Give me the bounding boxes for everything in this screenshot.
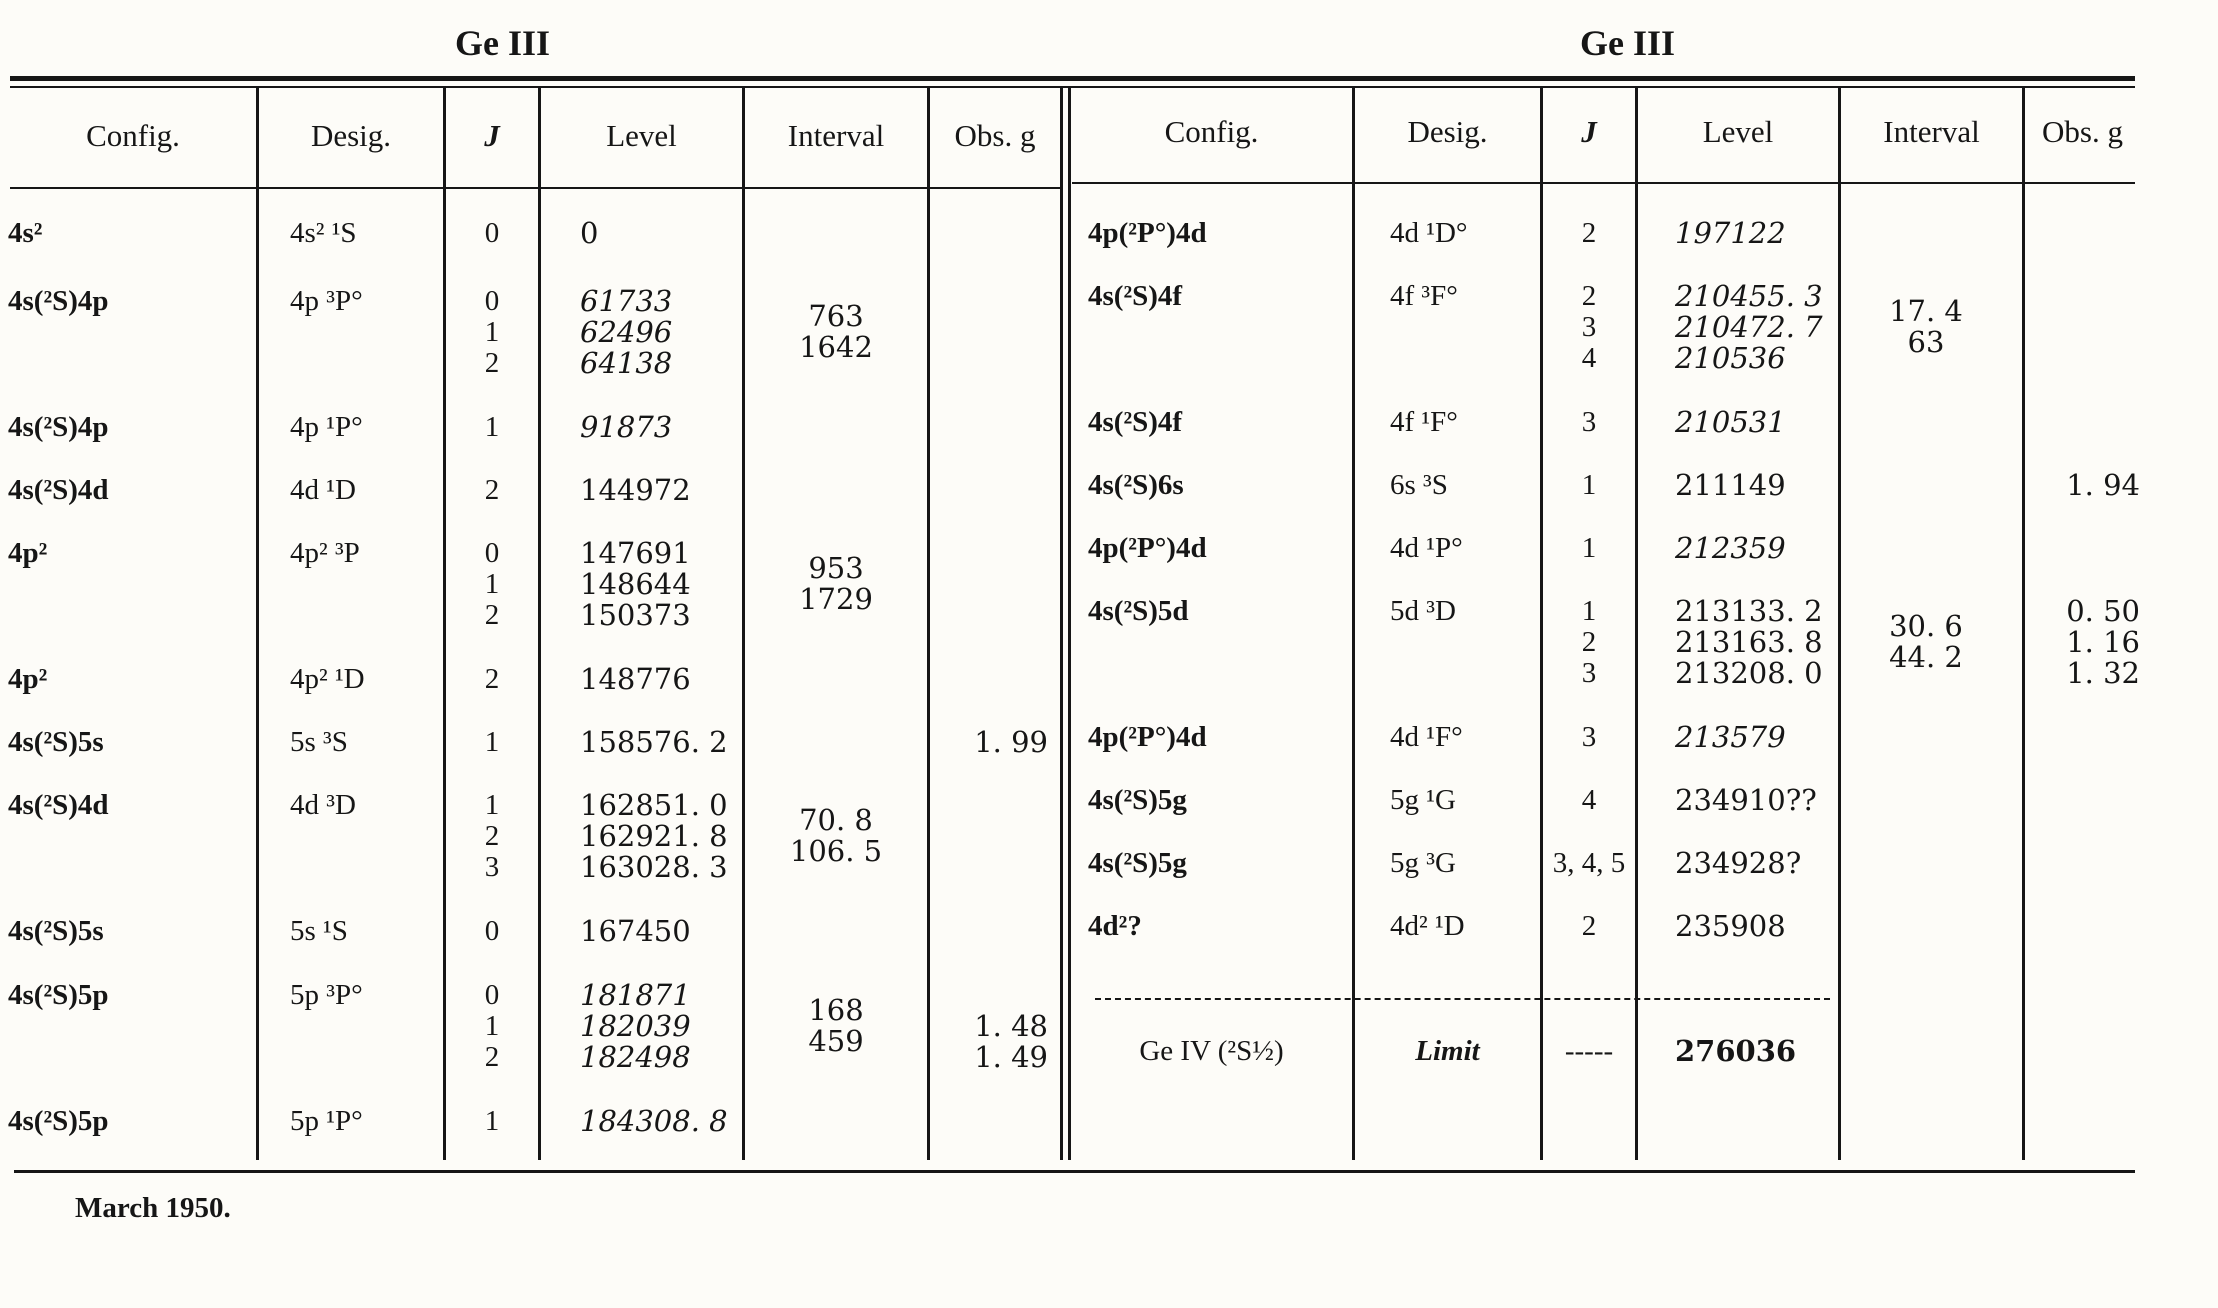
left-cell-j: 1 (484, 411, 500, 443)
footer-date: March 1950. (75, 1192, 231, 1224)
right-cell-interval: 17. 4 63 (1889, 294, 1963, 359)
left-cell-level: 91873 (580, 410, 673, 444)
header-rule-left (10, 187, 1060, 189)
left-cell-level: 61733 62496 64138 (580, 284, 673, 380)
limit-config: Ge IV (²S½) (1139, 1035, 1284, 1067)
left-cell-level: 147691 148644 150373 (580, 536, 691, 632)
left-cell-config: 4s² (8, 217, 43, 249)
left-cell-interval: 168 459 (808, 993, 864, 1058)
col-divider (538, 88, 541, 1160)
right-cell-level: 235908 (1675, 909, 1786, 943)
page-title-left: Ge III (455, 23, 551, 63)
right-cell-config: 4s(²S)4f (1088, 406, 1183, 438)
right-cell-j: 3 (1581, 721, 1597, 753)
header-obs-g: Obs. g (954, 118, 1036, 153)
left-cell-config: 4s(²S)4d (8, 474, 109, 506)
left-cell-level: 158576. 2 (580, 725, 728, 759)
right-cell-level: 234910?? (1675, 783, 1817, 817)
left-cell-j: 0 1 2 (484, 979, 500, 1073)
right-cell-desig: 6s ³S (1390, 469, 1448, 501)
right-cell-desig: 4d ¹P° (1390, 532, 1463, 564)
right-cell-level: 211149 (1675, 468, 1786, 502)
table-center-divider (1068, 88, 1071, 1160)
left-cell-config: 4s(²S)5s (8, 915, 104, 947)
left-cell-j: 0 (484, 217, 500, 249)
header-config: Config. (86, 118, 180, 153)
header-level: Level (606, 118, 677, 153)
col-divider (927, 88, 930, 1160)
left-cell-interval: 763 1642 (799, 299, 873, 364)
right-cell-desig: 5g ³G (1390, 847, 1456, 879)
left-cell-j: 2 (484, 663, 500, 695)
header-obs-g: Obs. g (2042, 114, 2123, 149)
right-cell-j: 4 (1581, 784, 1597, 816)
right-cell-config: 4s(²S)4f (1088, 280, 1183, 312)
right-cell-config: 4s(²S)5g (1088, 847, 1187, 879)
right-cell-level: 234928? (1675, 846, 1802, 880)
right-cell-desig: 5d ³D (1390, 595, 1456, 627)
right-cell-j: 2 3 4 (1581, 280, 1597, 374)
left-cell-j: 2 (484, 474, 500, 506)
right-cell-config: 4s(²S)6s (1088, 469, 1184, 501)
left-cell-desig: 4s² ¹S (290, 217, 357, 249)
right-cell-level: 210455. 3 210472. 7 210536 (1675, 279, 1823, 375)
left-cell-level: 144972 (580, 473, 691, 507)
left-cell-level: 181871 182039 182498 (580, 978, 691, 1074)
left-cell-config: 4p² (8, 537, 48, 569)
left-cell-j: 0 1 2 (484, 285, 500, 379)
left-cell-g: 1. 99 (974, 725, 1048, 759)
header-config: Config. (1164, 114, 1259, 149)
header-desig: Desig. (310, 118, 392, 153)
left-cell-config: 4s(²S)5s (8, 726, 104, 758)
top-rule-thick (10, 76, 2135, 81)
right-cell-j: 1 (1581, 469, 1597, 501)
right-cell-j: 2 (1581, 910, 1597, 942)
left-cell-j: 1 (484, 726, 500, 758)
col-divider (256, 88, 259, 1160)
right-cell-j: 2 (1581, 217, 1597, 249)
table-center-divider (1060, 88, 1063, 1160)
header-rule-right (1072, 182, 2135, 184)
left-cell-level: 162851. 0 162921. 8 163028. 3 (580, 788, 728, 884)
left-cell-interval: 953 1729 (799, 551, 873, 616)
right-cell-level: 212359 (1675, 531, 1786, 565)
right-cell-desig: 5g ¹G (1390, 784, 1456, 816)
left-cell-config: 4s(²S)5p (8, 1105, 109, 1137)
right-cell-desig: 4f ³F° (1390, 280, 1458, 312)
left-cell-config: 4s(²S)4d (8, 789, 109, 821)
left-cell-desig: 4p ³P° (290, 285, 363, 317)
header-j: J (484, 118, 500, 153)
left-cell-interval: 70. 8 106. 5 (789, 803, 883, 868)
right-cell-config: 4d²? (1088, 910, 1142, 942)
right-cell-level: 197122 (1675, 216, 1786, 250)
left-cell-level: 0 (580, 216, 599, 250)
right-cell-config: 4p(²P°)4d (1088, 217, 1207, 249)
right-cell-j: 1 (1581, 532, 1597, 564)
left-cell-desig: 5s ¹S (290, 915, 348, 947)
left-cell-desig: 5s ³S (290, 726, 348, 758)
left-cell-desig: 4d ³D (290, 789, 356, 821)
right-cell-desig: 4d ¹D° (1390, 217, 1468, 249)
right-cell-g: 0. 50 1. 16 1. 32 (2066, 594, 2140, 690)
left-cell-level: 148776 (580, 662, 691, 696)
left-cell-desig: 4p² ¹D (290, 663, 365, 695)
right-cell-desig: 4f ¹F° (1390, 406, 1458, 438)
left-cell-desig: 4d ¹D (290, 474, 356, 506)
left-cell-desig: 5p ³P° (290, 979, 363, 1011)
left-cell-j: 1 2 3 (484, 789, 500, 883)
right-cell-config: 4s(²S)5g (1088, 784, 1187, 816)
left-cell-config: 4s(²S)4p (8, 285, 109, 317)
right-cell-j: 3, 4, 5 (1552, 847, 1626, 879)
right-cell-desig: 4d² ¹D (1390, 910, 1465, 942)
left-cell-j: 1 (484, 1105, 500, 1137)
right-cell-config: 4p(²P°)4d (1088, 721, 1207, 753)
left-cell-g: 1. 48 1. 49 (974, 1009, 1048, 1074)
right-cell-config: 4p(²P°)4d (1088, 532, 1207, 564)
left-cell-j: 0 1 2 (484, 537, 500, 631)
right-cell-j: 3 (1581, 406, 1597, 438)
right-cell-interval: 30. 6 44. 2 (1889, 609, 1963, 674)
limit-desig: Limit (1415, 1035, 1480, 1067)
bottom-rule (14, 1170, 2135, 1173)
right-cell-g: 1. 94 (2066, 468, 2140, 502)
left-cell-level: 167450 (580, 914, 691, 948)
left-cell-desig: 5p ¹P° (290, 1105, 363, 1137)
left-cell-j: 0 (484, 915, 500, 947)
right-cell-j: 1 2 3 (1581, 595, 1597, 689)
page-title-right: Ge III (1580, 23, 1676, 63)
left-cell-level: 184308. 8 (580, 1104, 728, 1138)
header-desig: Desig. (1407, 114, 1488, 149)
right-cell-level: 210531 (1675, 405, 1786, 439)
left-cell-config: 4s(²S)4p (8, 411, 109, 443)
header-interval: Interval (787, 118, 885, 153)
header-j: J (1581, 114, 1597, 149)
limit-level: 276036 (1675, 1034, 1797, 1068)
header-interval: Interval (1883, 114, 1980, 149)
left-cell-config: 4s(²S)5p (8, 979, 109, 1011)
limit-j: ----- (1564, 1035, 1614, 1067)
right-cell-level: 213133. 2 213163. 8 213208. 0 (1675, 594, 1823, 690)
left-cell-desig: 4p² ³P (290, 537, 360, 569)
header-level: Level (1702, 114, 1774, 149)
right-cell-level: 213579 (1675, 720, 1786, 754)
right-cell-desig: 4d ¹F° (1390, 721, 1463, 753)
left-cell-desig: 4p ¹P° (290, 411, 363, 443)
left-cell-config: 4p² (8, 663, 48, 695)
right-cell-config: 4s(²S)5d (1088, 595, 1189, 627)
limit-separator (1095, 998, 1830, 1000)
